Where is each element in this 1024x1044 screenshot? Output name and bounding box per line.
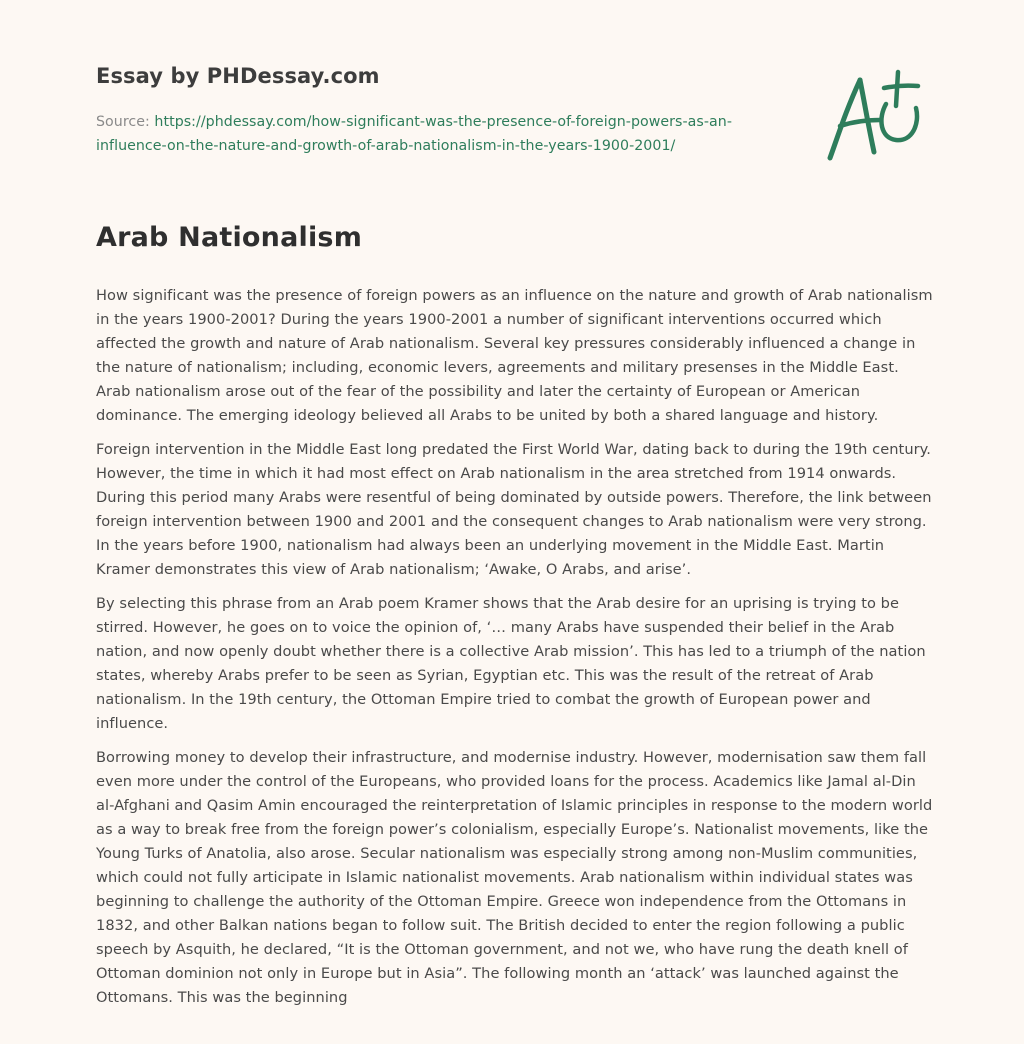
site-title: Essay by PHDessay.com [96, 64, 380, 88]
paragraph: Foreign intervention in the Middle East long predated the First World War, dating back to during the 19th century. However, the time in which it had most effect on Arab nationalism in the area stretched from 1914 onwards. During this period many Arabs were resentful of being dominated by outside powers. Therefore, the link between foreign intervention between 1900 and 2001 and the consequent changes to Arab nationalism were very strong. In the years before 1900, nationalism had always been an underlying movement in the Middle East. Martin Kramer demonstrates this view of Arab nationalism; ‘Awake, O Arabs, and arise’. [96, 441, 932, 578]
source-line [96, 110, 776, 158]
article-title: Arab Nationalism [96, 222, 363, 253]
source-label: Source: [96, 114, 150, 130]
a-plus-logo-icon [820, 66, 930, 166]
paragraph: How significant was the presence of foreign powers as an influence on the nature and growth of Arab nationalism in the years 1900-2001? During the years 1900-2001 a number of significant interventions occurred which affected the growth and nature of Arab nationalism. Several key pressures considerably influenced a change in the nature of nationalism; including, economic levers, agreements and military presenses in the Middle East. Arab nationalism arose out of the fear of the possibility and later the certainty of European or American dominance. The emerging ideology believed all Arabs to be united by both a shared language and history. [96, 287, 933, 424]
article-body [96, 284, 934, 1020]
page-header [96, 64, 776, 158]
paragraph: Borrowing money to develop their infrastructure, and modernise industry. However, modernisation saw them fall even more under the control of the Europeans, who provided loans for the process. Academics like Jamal al-Din al-Afghani and Qasim Amin encouraged the reinterpretation of Islamic principles in response to the modern world as a way to break free from the foreign power’s colonialism, especially Europe’s. Nationalist movements, like the Young Turks of Anatolia, also arose. Secular nationalism was especially strong among non-Muslim communities, which could not fully articipate in Islamic nationalist movements. Arab nationalism within individual states was beginning to challenge the authority of the Ottoman Empire. Greece won independence from the Ottomans in 1832, and other Balkan nations began to follow suit. The British decided to enter the region following a public speech by Asquith, he declared, “It is the Ottoman government, and not we, who have rung the death knell of Ottoman dominion not only in Europe but in Asia”. The following month an ‘attack’ was launched against the Ottomans. This was the beginning [96, 749, 933, 1006]
source-link[interactable]: https://phdessay.com/how-significant-was-the-presence-of-foreign-powers-as-an-influence-on-the-nature-and-growth-of-arab-nationalism-in-the-years-1900-2001/ [96, 114, 732, 154]
paragraph: By selecting this phrase from an Arab poem Kramer shows that the Arab desire for an uprising is trying to be stirred. However, he goes on to voice the opinion of, ‘… many Arabs have suspended their belief in the Arab nation, and now openly doubt whether there is a collective Arab mission’. This has led to a triumph of the nation states, whereby Arabs prefer to be seen as Syrian, Egyptian etc. This was the result of the retreat of Arab nationalism. In the 19th century, the Ottoman Empire tried to combat the growth of European power and influence. [96, 595, 926, 732]
